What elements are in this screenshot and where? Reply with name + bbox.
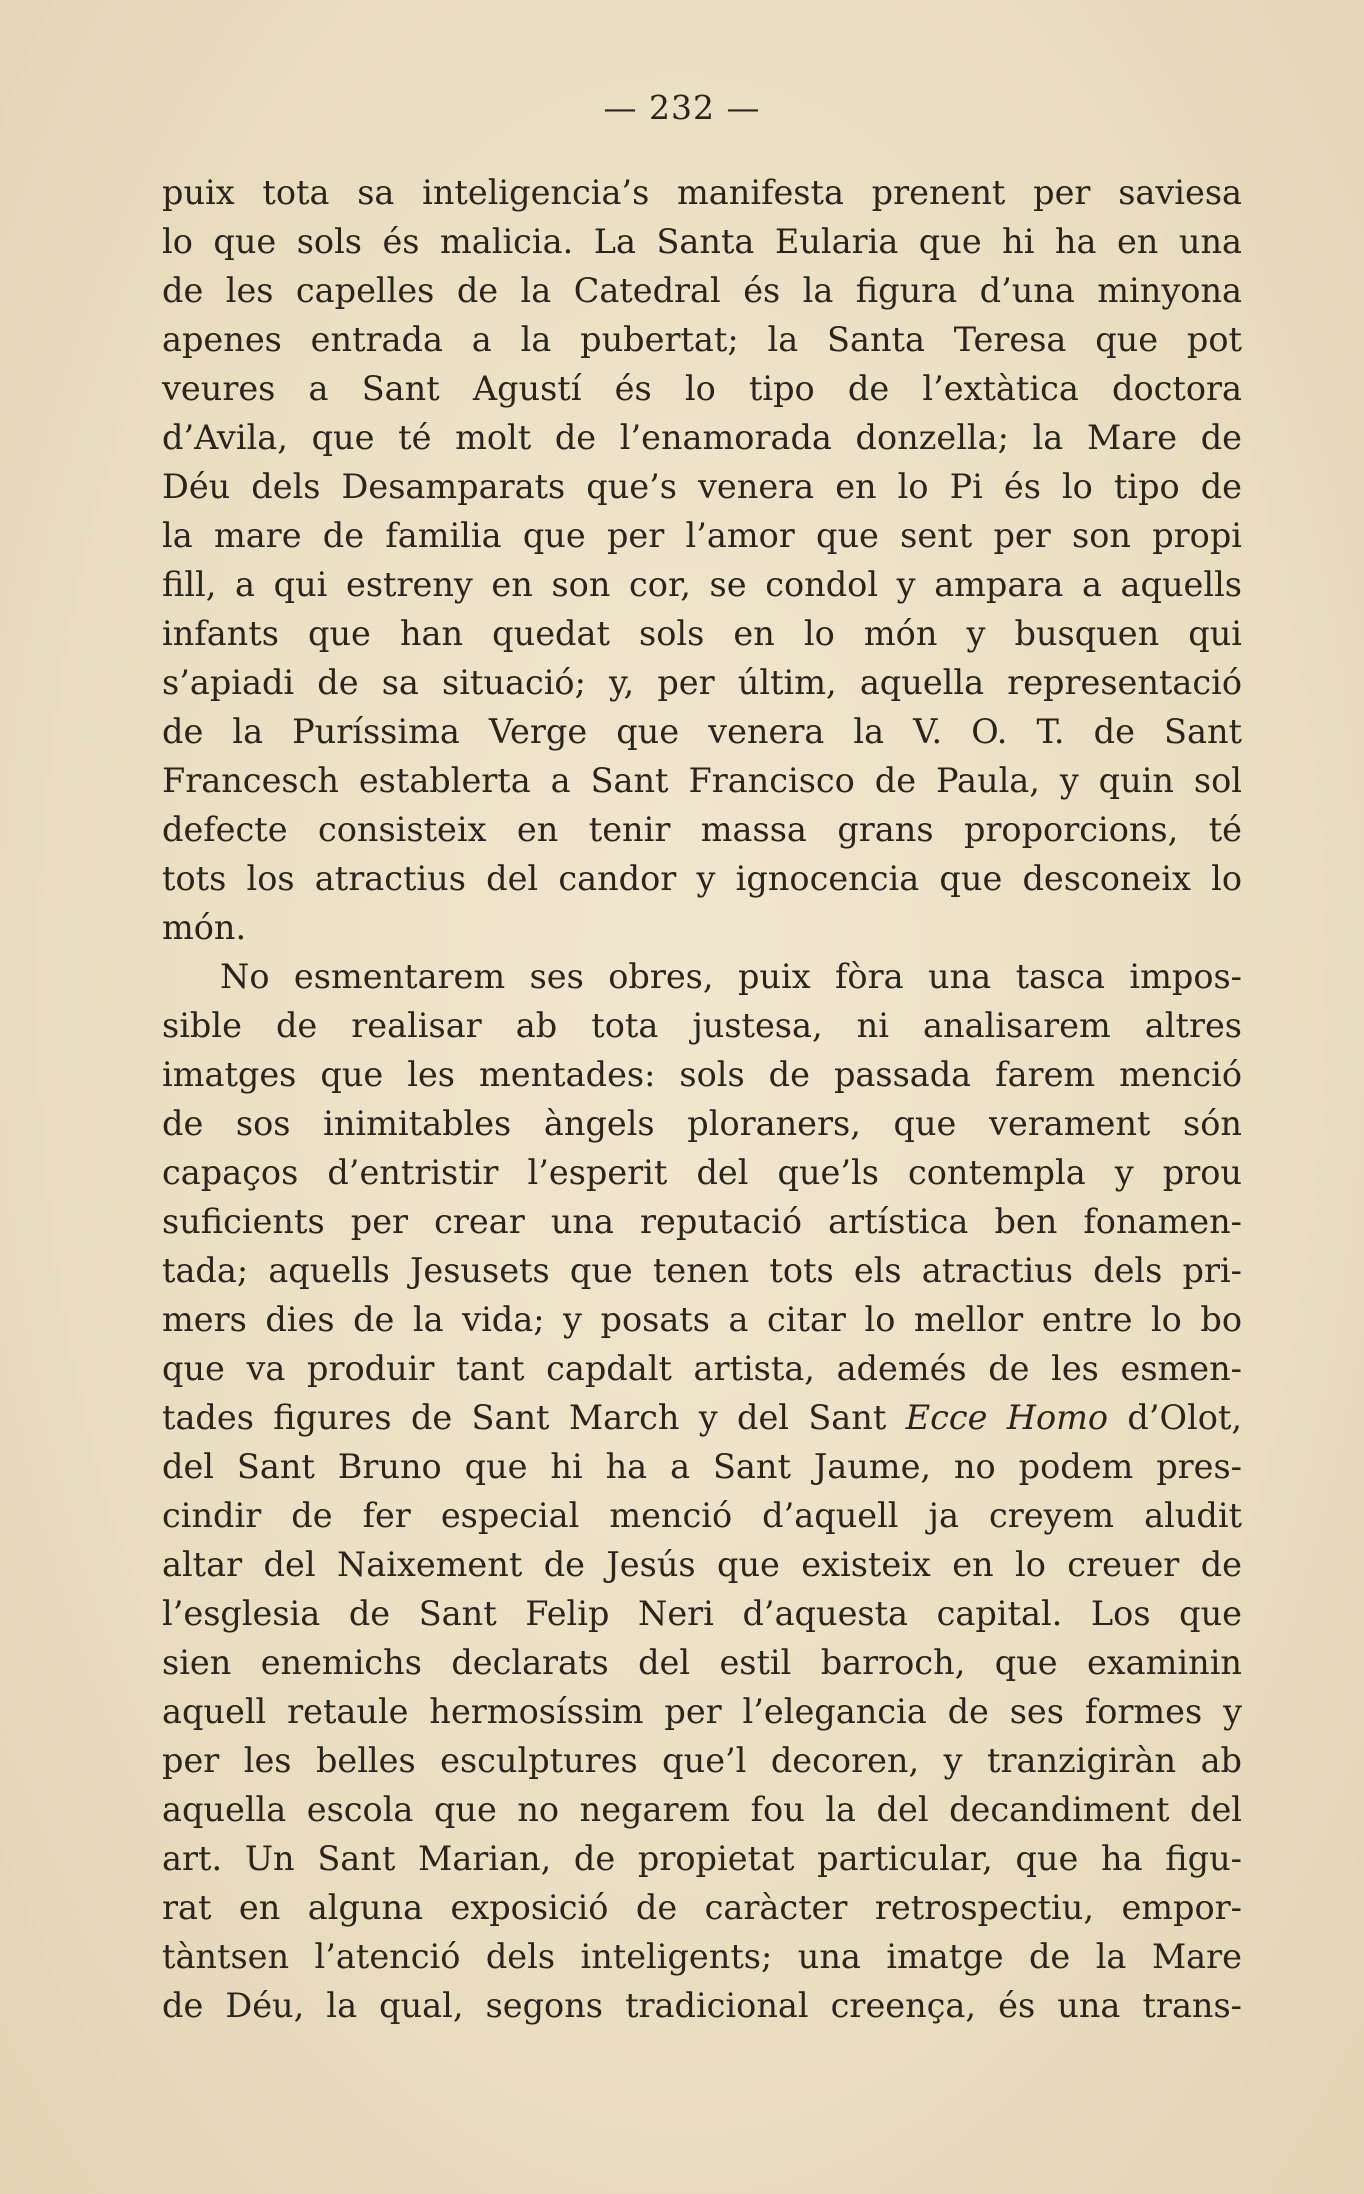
text-line: Francesch establerta a Sant Francisco de Paula, y quin sol [162,761,1242,800]
text-line: fill, a qui estreny en son cor, se condol y ampara a aquells [162,565,1242,604]
text-line: per les belles esculptures que’l decoren, y tranzigiràn ab [162,1741,1242,1780]
text-line: mers dies de la vida; y posats a citar lo mellor entre lo bo [162,1300,1242,1339]
text-line: s’apiadi de sa situació; y, per últim, aquella representació [162,663,1242,702]
text-line: de Déu, la qual, segons tradicional creença, és una trans- [162,1986,1242,2025]
text-line: de sos inimitables àngels ploraners, que verament són [162,1104,1242,1143]
text-line: lo que sols és malicia. La Santa Eularia que hi ha en una [162,222,1242,261]
page-number: — 232 — [603,88,761,127]
body-text [162,168,1242,2030]
text-line: defecte consisteix en tenir massa grans proporcions, té [162,810,1242,849]
text-line: Déu dels Desamparats que’s venera en lo Pi és lo tipo de [162,467,1242,506]
text-line: infants que han quedat sols en lo món y busquen qui [162,614,1242,653]
text-line: tàntsen l’atenció dels inteligents; una imatge de la Mare [162,1937,1242,1976]
text-line: suficients per crear una reputació artística ben fonamen- [162,1202,1242,1241]
text-line: sien enemichs declarats del estil barroch, que examinin [162,1643,1242,1682]
text-line: apenes entrada a la pubertat; la Santa Teresa que pot [162,320,1242,359]
text-line: l’esglesia de Sant Felip Neri d’aquesta capital. Los que [162,1594,1242,1633]
text-line: altar del Naixement de Jesús que existeix en lo creuer de [162,1545,1242,1584]
text-line: tots los atractius del candor y ignocencia que desconeix lo [162,859,1242,898]
text-line: rat en alguna exposició de caràcter retrospectiu, empor- [162,1888,1242,1927]
text-line: capaços d’entristir l’esperit del que’ls contempla y prou [162,1153,1242,1192]
text-line: la mare de familia que per l’amor que sent per son propi [162,516,1242,555]
text-line: veures a Sant Agustí és lo tipo de l’extàtica doctora [162,369,1242,408]
italic-title: Ecce Homo [905,1398,1109,1437]
text-line: art. Un Sant Marian, de propietat particular, que ha figu- [162,1839,1242,1878]
text-line: d’Avila, que té molt de l’enamorada donzella; la Mare de [162,418,1242,457]
text-line: món. [162,908,247,947]
text-line: aquella escola que no negarem fou la del decandiment del [162,1790,1242,1829]
text-line: puix tota sa inteligencia’s manifesta prenent per saviesa [162,173,1242,212]
text-line: del Sant Bruno que hi ha a Sant Jaume, no podem pres- [162,1447,1242,1486]
text-segment: tades figures de Sant March y del Sant [162,1398,887,1437]
text-line: de les capelles de la Catedral és la figura d’una minyona [162,271,1242,310]
text-segment: d’Olot, [1127,1398,1242,1437]
text-line: sible de realisar ab tota justesa, ni analisarem altres [162,1006,1242,1045]
text-line: que va produir tant capdalt artista, ademés de les esmen- [162,1349,1242,1388]
paragraph-start-line: No esmentarem ses obres, puix fòra una tasca impos- [220,957,1242,996]
text-line: cindir de fer especial menció d’aquell ja creyem aludit [162,1496,1242,1535]
text-line: tada; aquells Jesusets que tenen tots els atractius dels pri- [162,1251,1242,1290]
text-line-with-italic [162,1393,1242,1442]
text-line: imatges que les mentades: sols de passada farem menció [162,1055,1242,1094]
text-line: aquell retaule hermosíssim per l’elegancia de ses formes y [162,1692,1242,1731]
text-line: de la Puríssima Verge que venera la V. O. T. de Sant [162,712,1242,751]
